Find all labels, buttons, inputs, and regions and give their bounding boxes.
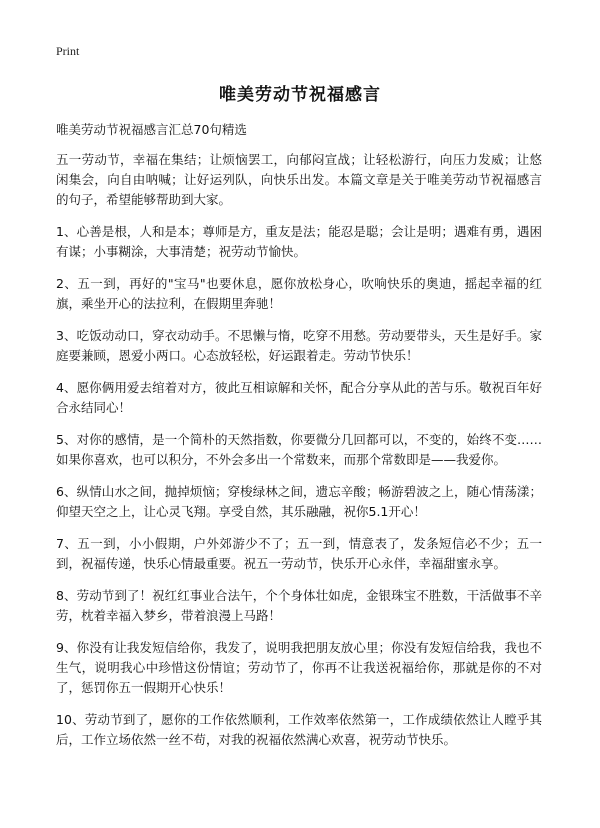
list-item: 3、吃饭动动口，穿衣动动手。不思懒与惰，吃穿不用愁。劳动要带头，天生是好手。家庭要兼顾，恩爱小两口。心态放轻松，好运跟着走。劳动节快乐！ [56,328,542,363]
page-subtitle: 唯美劳动节祝福感言汇总70句精选 [56,122,247,137]
list-item: 2、五一到，再好的"宝马"也要休息，愿你放松身心，吹响快乐的奥迪，摇起幸福的红旗，乘坐开心的法拉利，在假期里奔驰！ [56,276,542,311]
list-item: 4、愿你俩用爱去绾着对方，彼此互相谅解和关怀，配合分享从此的苦与乐。敬祝百年好合永结同心！ [56,380,542,415]
list-item: 7、五一到，小小假期，户外郊游少不了；五一到，情意表了，发条短信必不少；五一到，祝福传递，快乐心情最重要。祝五一劳动节，快乐开心永伴，幸福甜蜜永享。 [56,536,542,571]
list-item: 6、纵情山水之间，抛掉烦恼；穿梭绿林之间，遗忘辛酸；畅游碧波之上，随心情荡漾；仰望天空之上，让心灵飞翔。享受自然，其乐融融，祝你5.1开心！ [56,484,542,519]
page-title: 唯美劳动节祝福感言 [219,85,381,105]
print-link[interactable]: Print [56,44,80,58]
list-item: 1、心善是根，人和是本；尊师是方，重友是法；能忍是聪；会让是明；遇难有勇，遇困有谋；小事糊涂，大事清楚；祝劳动节愉快。 [56,224,542,259]
list-item: 10、劳动节到了，愿你的工作依然顺利，工作效率依然第一，工作成绩依然让人瞠乎其后，工作立场依然一丝不苟，对我的祝福依然满心欢喜，祝劳动节快乐。 [56,712,542,747]
article-body [56,150,542,762]
list-item: 9、你没有让我发短信给你，我发了，说明我把朋友放心里；你没有发短信给我，我也不生气，说明我心中珍惜这份情谊；劳动节了，你再不让我送祝福给你，那就是你的不对了，惩罚你五一假期开心快乐！ [56,640,542,695]
intro-paragraph: 五一劳动节，幸福在集结；让烦恼罢工，向郁闷宣战；让轻松游行，向压力发威；让悠闲集会，向自由呐喊；让好运列队，向快乐出发。本篇文章是关于唯美劳动节祝福感言的句子，希望能够帮助到大家。 [56,152,542,207]
list-item: 5、对你的感情，是一个简朴的天然指数，你要微分几回都可以，不变的，始终不变……如果你喜欢，也可以积分，不外会多出一个常数来，而那个常数即是——我爱你。 [56,432,542,467]
list-item: 8、劳动节到了！祝红红事业合法午，个个身体壮如虎，金银珠宝不胜数，干活做事不辛劳，枕着幸福入梦乡，带着浪漫上马路！ [56,588,542,623]
